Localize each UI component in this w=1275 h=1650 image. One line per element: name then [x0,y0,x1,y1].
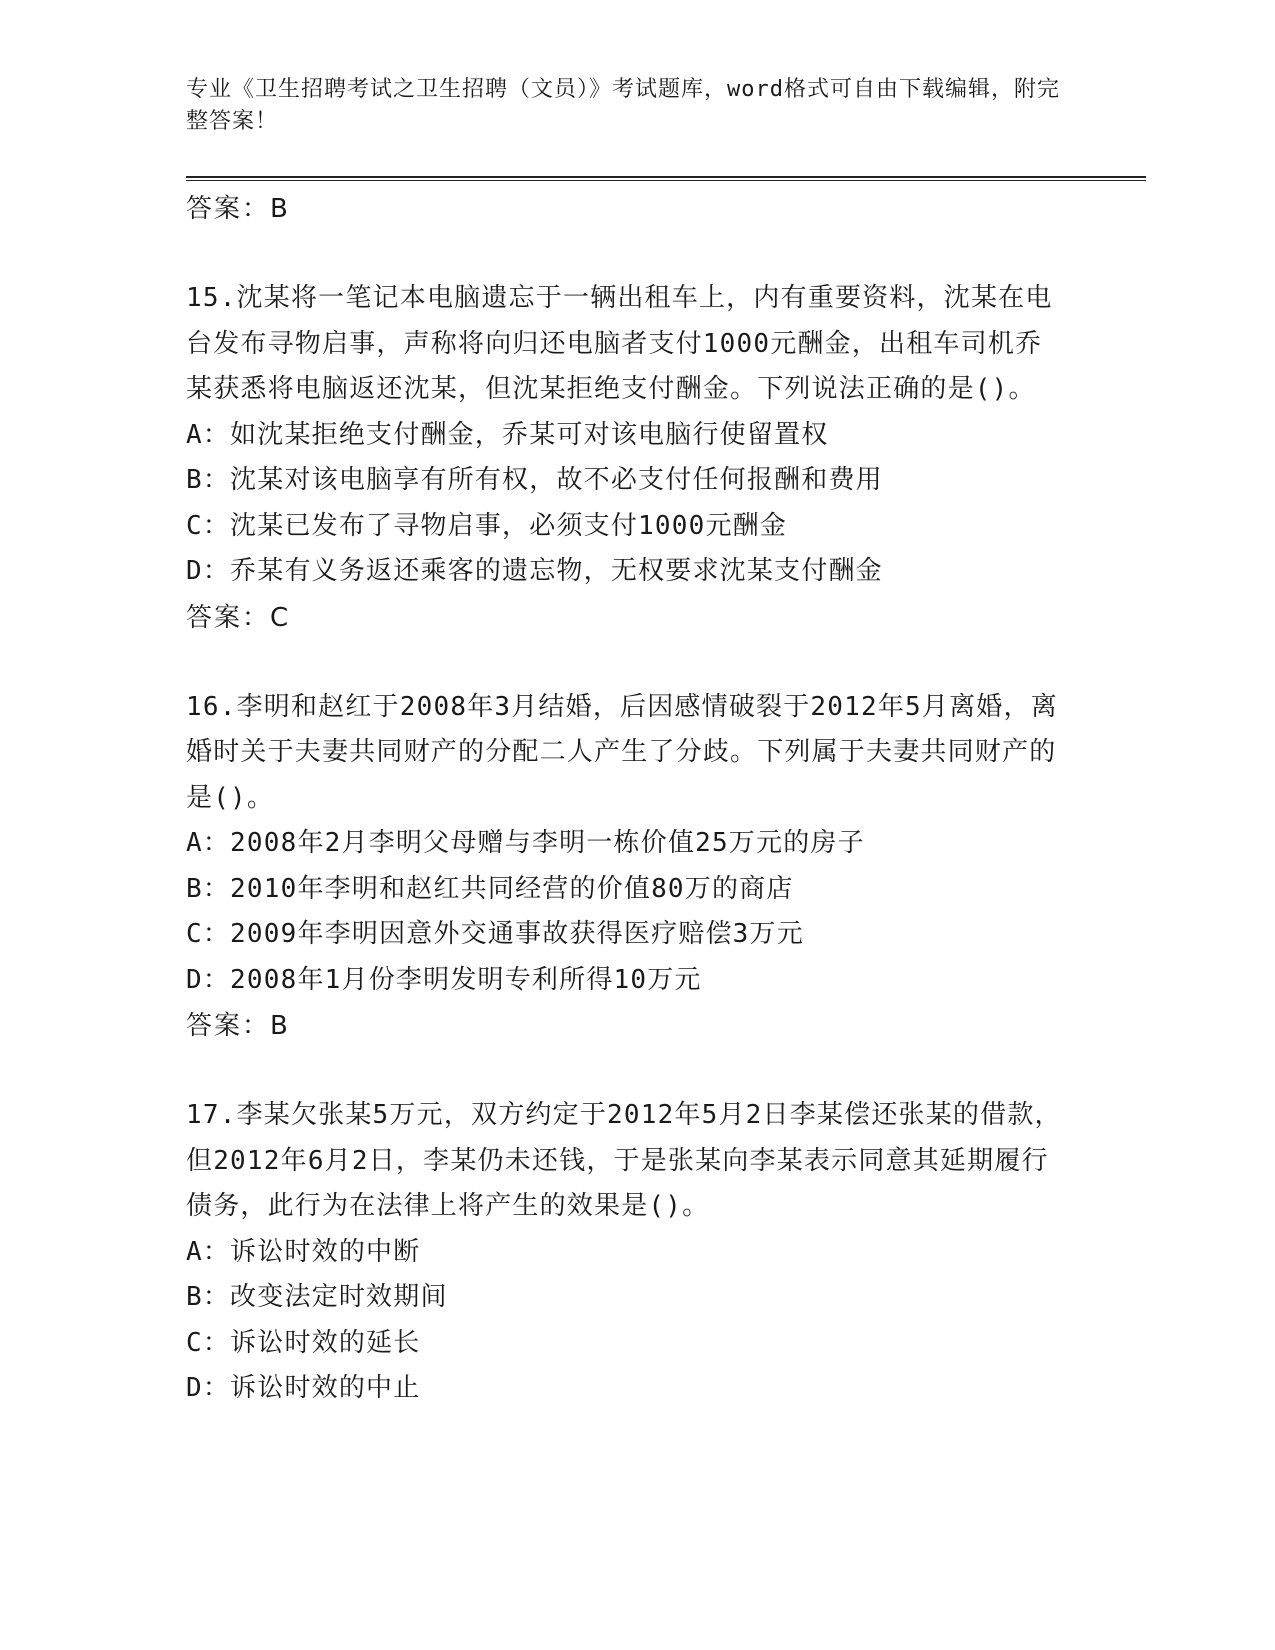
option-c: C：沈某已发布了寻物启事，必须支付1000元酬金 [186,510,788,541]
question-16 [186,685,1066,1004]
option-b: B：改变法定时效期间 [186,1282,448,1312]
question-stem: 16.李明和赵红于2008年3月结婚，后因感情破裂于2012年5月离婚，离婚时关于夫妻共同财产的分配二人产生了分歧。下列属于夫妻共同财产的是()。 [186,691,1058,813]
question-17 [186,1093,1066,1412]
header-divider [186,176,1146,181]
option-d: D：2008年1月份李明发明专利所得10万元 [186,964,702,995]
answer-q15: 答案：C [186,602,291,633]
answer-q16: 答案：B [186,1011,290,1041]
option-d: D：诉讼时效的中止 [186,1373,421,1403]
option-a: A：2008年2月李明父母赠与李明一栋价值25万元的房子 [186,828,865,858]
question-15 [186,276,1066,595]
option-d: D：乔某有义务返还乘客的遗忘物，无权要求沈某支付酬金 [186,556,883,586]
option-c: C：诉讼时效的延长 [186,1327,421,1358]
question-stem: 17.李某欠张某5万元，双方约定于2012年5月2日李某偿还张某的借款，但2012年6月2日，李某仍未还钱，于是张某向李某表示同意其延期履行债务，此行为在法律上将产生的效果是()。 [186,1100,1062,1221]
exam-content [186,186,1066,1412]
answer-q14: 答案：B [186,194,290,224]
spacer [186,641,1066,685]
option-b: B：2010年李明和赵红共同经营的价值80万的商店 [186,873,794,904]
option-c: C：2009年李明因意外交通事故获得医疗赔偿3万元 [186,919,804,949]
option-b: B：沈某对该电脑享有所有权，故不必支付任何报酬和费用 [186,465,883,495]
option-a: A：诉讼时效的中断 [186,1236,421,1267]
spacer [186,1049,1066,1093]
question-stem: 15.沈某将一笔记本电脑遗忘于一辆出租车上，内有重要资料，沈某在电台发布寻物启事，声称将向归还电脑者支付1000元酬金，出租车司机乔某获悉将电脑返还沈某，但沈某拒绝支付酬金。下列说法正确的是()。 [186,283,1053,404]
spacer [186,232,1066,276]
option-a: A：如沈某拒绝支付酬金，乔某可对该电脑行使留置权 [186,419,829,450]
page-header: 专业《卫生招聘考试之卫生招聘（文员）》考试题库，word格式可自由下载编辑，附完整答案！ [186,77,1060,134]
